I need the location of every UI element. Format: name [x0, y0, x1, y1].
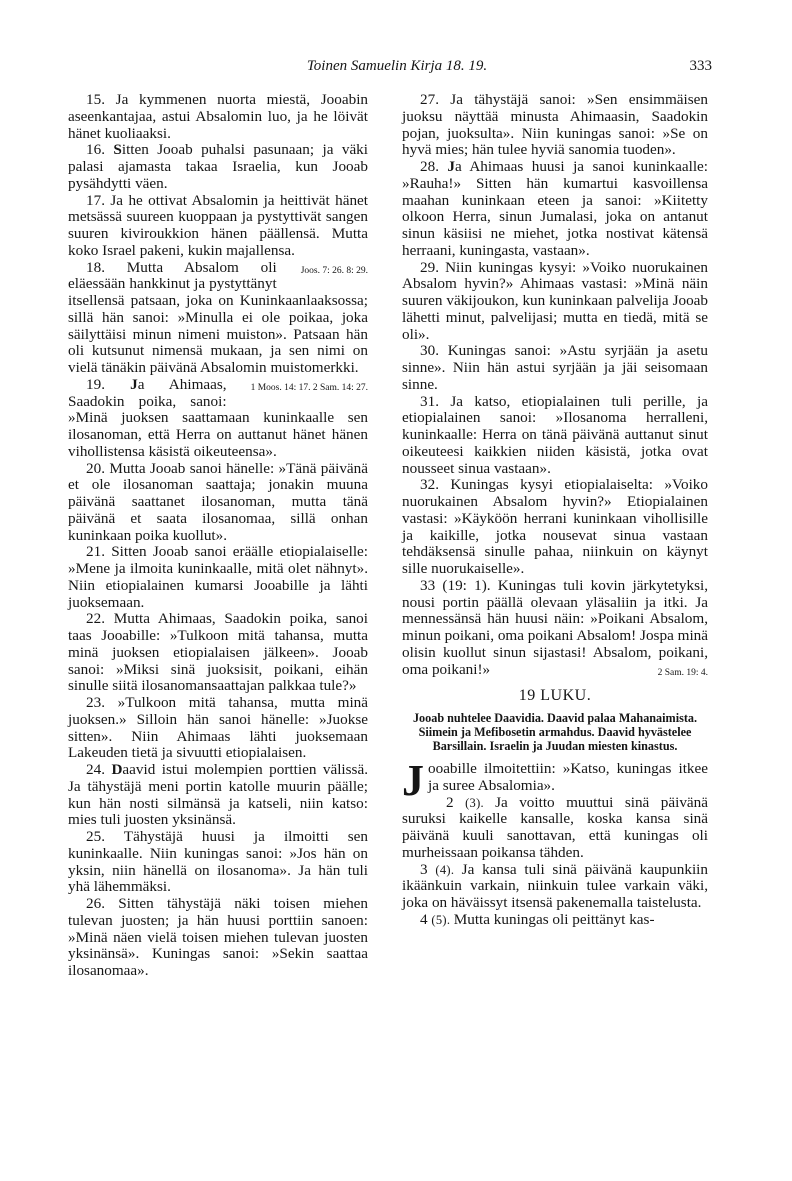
verse-number: 22.: [86, 610, 114, 628]
cross-reference: Joos. 7: 26. 8: 29.: [300, 265, 368, 276]
verse: [68, 92, 368, 142]
verse-text: Ja katso, etiopialainen tuli perille, ja etiopialainen sanoi: »Ilosanoma herralleni, kuninkaalle: Herra on tänä päivänä auttanut sinut oikeuteesi kaikkien niiden käsistä, jotka ovat nousseet sinua vastaan».: [402, 392, 709, 477]
verse-text: Sitten Jooab sanoi eräälle etiopialaiselle: »Mene ja ilmoita kuninkaalle, mitä olet nähnyt». Niin etiopialainen kumarsi Jooabille ja lähti juoksemaan.: [68, 543, 369, 611]
verse-text: itten Jooab puhalsi pasunaan; ja väki palasi ajamasta takaa Israelia, kun Jooab pysähdytti väen.: [68, 141, 368, 192]
verse: [68, 461, 368, 545]
drop-cap: J: [402, 756, 424, 805]
chapter-verses: [402, 795, 708, 929]
verse-number: 19.: [86, 375, 131, 393]
verse: [402, 92, 708, 159]
verse: [68, 611, 368, 695]
verse: [68, 829, 368, 896]
original-verse-number: (3).: [465, 795, 496, 810]
verse: [402, 394, 708, 478]
verse-number: 24.: [86, 761, 112, 778]
verse-initial: D: [111, 761, 123, 778]
verse-number: 31.: [420, 392, 451, 410]
verse-number: 25.: [86, 828, 124, 845]
verse-initial: S: [113, 141, 122, 159]
verse-number: 30.: [420, 342, 448, 360]
cross-reference: 1 Moos. 14: 17. 2 Sam. 14: 27.: [250, 382, 368, 393]
verse-text: (19: 1). Kuningas tuli kovin järkytetyksi, nousi portin päällä olevaan yläsaliin ja itki. Ja mennessänsä hän huusi näin: »Poikani Absalom, minun poikani, oma poikani Absalom! Jospa minä olisin kuollut sinun sijastasi! Absalom, poikani, oma poikani!»: [402, 576, 709, 678]
verse-text: Tähystäjä huusi ja ilmoitti sen kuninkaalle. Niin kuningas sanoi: »Jos hän on yksin, niin hänellä on ilosanoma». Ja hän tuli yhä lähemmäksi.: [68, 828, 368, 896]
verse-text: Mutta Ahimaas, Saadokin poika, sanoi taas Jooabille: »Tulkoon mitä tahansa, mutta minä juoksen etiopialaisen jälkeen». Jooab sanoi: »Miksi sinä juoksisit, poikani, eihän sinulle siitä ilosanomansaattajan palkkaa tule?»: [68, 610, 368, 695]
verse-text: a Ahimaas, Saadokin poika, sanoi: »Minä juoksen saattamaan kuninkaalle sen ilosanoman, että Herra on auttanut hänet hänen vihollistensa käsistä oikeuteensa».: [68, 375, 368, 460]
verse-number: 26.: [86, 895, 119, 912]
verse-number: 33: [420, 576, 443, 594]
verse-number: 18.: [86, 258, 127, 276]
verse-number: 28.: [420, 158, 448, 175]
verse-text: Mutta Jooab sanoi hänelle: »Tänä päivänä et ole ilosanoman saattaja; jonakin muuna päivänä saattanet ilosanoman, mutta tänä päivänä et saata ilosanomaa, sillä onhan kuninkaan poika kuollut».: [68, 459, 369, 544]
verse-1-text: ooabille ilmoitettiin: »Katso, kuningas itkee ja suree Absalomia».: [428, 760, 708, 794]
right-verses: [402, 92, 708, 678]
verse-number: 29.: [420, 258, 446, 276]
verse-text: Mutta Absalom oli eläessään hankkinut ja pystyttänyt itsellensä patsaan, joka on Kuninkaanlaaksossa; sillä hän sanoi: »Minulla ei ole poikaa, joka säilyttäisi minun nimeni muiston». Patsaan hän oli kutsunut nimensä mukaan, ja sen nimi on vielä tänäkin päivänä Absalomin muistomerkki.: [68, 258, 368, 376]
verse-number: 23.: [86, 694, 118, 711]
verse-text: Ja kymmenen nuorta miestä, Jooabin aseenkantajaa, astui Absalomin luo, ja he löivät hänet kuoliaaksi.: [68, 91, 369, 142]
verse-text: »Tulkoon mitä tahansa, mutta minä juoksen.» Silloin hän sanoi hänelle: »Juokse sitten». Niin Ahimaas lähti juoksemaan Lakeuden tietä ja sivuutti etiopialaisen.: [68, 694, 368, 762]
verse-text: Kuningas sanoi: »Astu syrjään ja asetu sinne». Niin hän astui syrjään ja jäi seisomaan sinne.: [402, 342, 708, 393]
verse: [68, 896, 368, 980]
verse-text: Mutta kuningas oli peittänyt kas-: [453, 910, 655, 928]
chapter-heading: 19 LUKU.: [518, 687, 592, 705]
verse-text: Niin kuningas kysyi: »Voiko nuorukainen Absalom hyvin?» Ahimaas vastasi: »Minä näin suuren väkijoukon, kun kuninkaan palvelija Jooab lähetti minut, palvelijasi; mutta en tiedä, mitä se oli».: [402, 258, 708, 343]
verse-number: 20.: [86, 459, 110, 477]
verse: [68, 695, 368, 762]
verse-text: a Ahimaas huusi ja sanoi kuninkaalle: »Rauha!» Sitten hän kumartui kasvoillensa maahan kuninkaan eteen ja sanoi: »Kiitetty olkoon Herra, sinun Jumalasi, joka on antanut sinun käsiisi ne miehet, jotka nostivat kätensä herraani, kuningasta, vastaan».: [402, 158, 708, 259]
page-header: [82, 58, 712, 82]
verse-text: Ja kansa tuli sinä päivänä kaupunkiin ikäänkuin varkain, niinkuin tulee varkain väki, joka on häväissyt itsensä pakenemalla taistelusta.: [402, 860, 708, 911]
chapter-summary: Jooab nuhtelee Daavidia. Daavid palaa Mahanaimista. Siimein ja Mefibosetin armahdus. Daavid hyvästelee Barsillain. Israelin ja Juudan miesten kinastus.: [412, 711, 698, 753]
verse-number: 16.: [86, 141, 114, 159]
verse-number: 32.: [420, 476, 451, 494]
verse-number: 15.: [86, 91, 116, 108]
verse-number: 4: [420, 910, 432, 928]
verse-number: 17.: [86, 191, 111, 209]
verse-text: Ja tähystäjä sanoi: »Sen ensimmäisen juoksu näyttää minusta Ahimaasin, Saadokin pojan, juoksulta». Niin kuningas sanoi: »Se on hyvä mies; hän tulee hyviä sanomia tuoden».: [402, 91, 708, 159]
running-title: Toinen Samuelin Kirja 18. 19.: [306, 58, 488, 74]
left-column: [68, 92, 368, 980]
verse-text: Sitten tähystäjä näki toisen miehen tulevan juosten; ja hän huusi porttiin sanoen: »Minä näen vielä toisen miehen tulevan juosten yksinänsä». Kuningas sanoi: »Sekin saattaa ilosanomaa».: [68, 895, 368, 979]
verse: [68, 762, 368, 829]
verse-text: Ja voitto muuttui sinä päivänä suruksi kaikelle kansalle, koska kansa sinä päivänä kuuli sanottavan, että kuningas oli murheissaan poikansa tähden.: [402, 793, 708, 861]
verse: [402, 578, 708, 679]
verse-text: Kuningas kysyi etiopialaiselta: »Voiko nuorukainen Absalom hyvin?» Etiopialainen vastasi: »Käyköön herrani kuninkaan vihollisille ja kaikille, jotka nousevat sinua vastaan tehdäksensä sinulle pahaa, niinkuin on käynyt sille nuorukaiselle».: [402, 476, 708, 577]
cross-reference: 2 Sam. 19: 4.: [657, 667, 708, 678]
verse-initial: J: [130, 375, 138, 393]
verse: [68, 544, 368, 611]
verse-number: 2: [446, 793, 466, 811]
verse: [402, 862, 708, 912]
page-number: 333: [689, 58, 712, 74]
verse: [402, 260, 708, 344]
verse-initial: J: [447, 158, 455, 175]
verse-text: Ja he ottivat Absalomin ja heittivät hänet metsässä suureen kuoppaan ja pystyttivät sangen suuren kiviroukkion hänen päällensä. Mutta koko Israel pakeni, kukin majallensa.: [68, 191, 368, 259]
verse-number: 21.: [86, 543, 112, 561]
verse: [402, 477, 708, 578]
verse: [68, 142, 368, 192]
verse-text: aavid istui molempien porttien välissä. Ja tähystäjä meni portin katolle muurin päälle; kun hän nosti silmänsä ja katseli, niin katso: mies tuli juosten yksinänsä.: [68, 761, 368, 829]
verse-number: 27.: [420, 91, 451, 108]
verse: [402, 912, 708, 929]
verse: [402, 159, 708, 260]
chapter-first-verse: [402, 756, 708, 805]
right-column: [402, 92, 708, 929]
verse: [402, 343, 708, 393]
original-verse-number: (4).: [435, 862, 462, 877]
verse: [402, 795, 708, 862]
verse-number: 3: [420, 860, 436, 878]
original-verse-number: (5).: [431, 912, 454, 927]
